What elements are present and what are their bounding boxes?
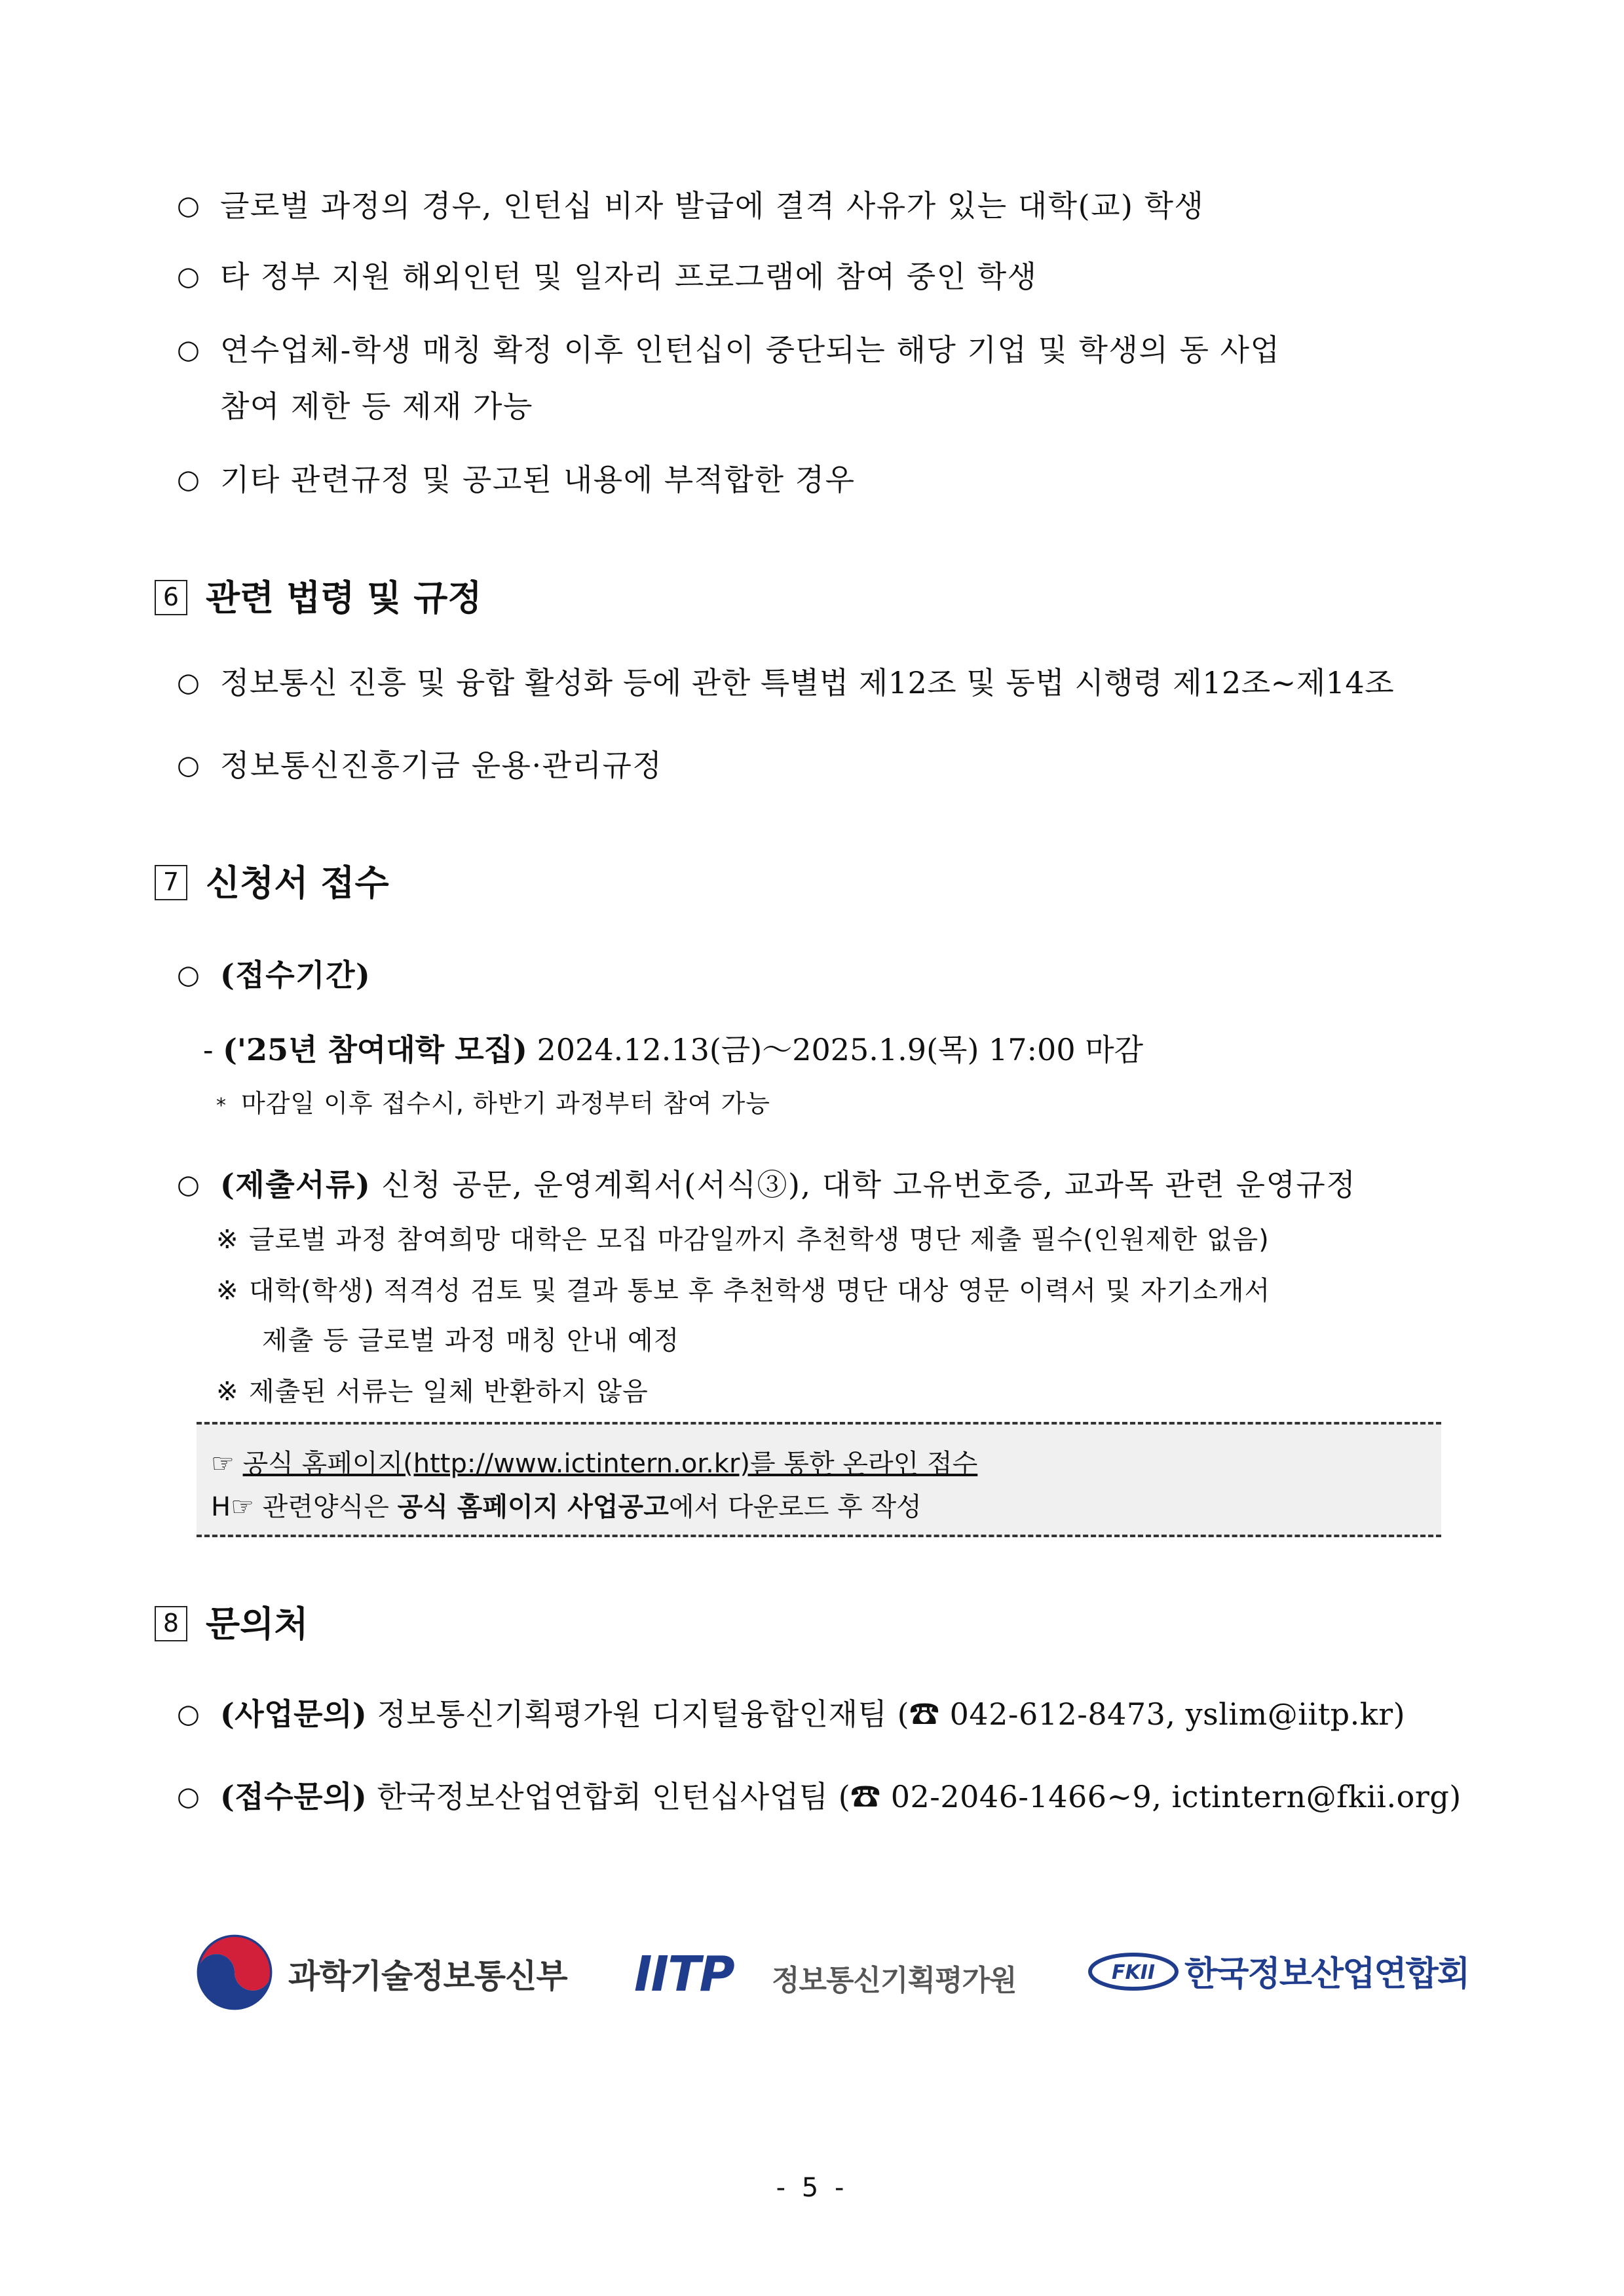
section-number: 7 (155, 865, 187, 900)
period-sub-label: ('25년 참여대학 모집) (223, 1032, 527, 1067)
period-label: (접수기간) (220, 957, 371, 993)
docs-line (220, 1157, 1356, 1212)
section-7-heading (155, 855, 389, 906)
ref-mark: ※ (216, 1276, 239, 1306)
bullet-marker: ○ (177, 335, 200, 365)
bullet-text: 글로벌 과정의 경우, 인턴십 비자 발급에 결격 사유가 있는 대학(교) 학생 (220, 188, 1205, 223)
bullet-marker: ○ (177, 191, 200, 221)
fkii-logo-icon (1087, 1949, 1179, 1995)
online-submission-box (197, 1422, 1441, 1537)
contact-line (220, 1687, 1405, 1742)
section-number: 8 (155, 1606, 187, 1641)
docs-text: 신청 공문, 운영계획서(서식③), 대학 고유번호증, 교과목 관련 운영규정 (381, 1167, 1357, 1202)
fkii-logo-mark: FKII (1111, 1961, 1156, 1984)
docs-note-text: 글로벌 과정 참여희망 대학은 모집 마감일까지 추천학생 명단 제출 필수(인원제한 없음) (249, 1225, 1270, 1255)
box-line-2 (211, 1486, 922, 1523)
iitp-logo-mark: IITP (634, 1946, 734, 2002)
contact-text: 한국정보산업연합회 인턴십사업팀 (☎ 02-2046-1466~9, ictintern@fkii.org) (377, 1779, 1462, 1814)
section-title: 신청서 접수 (206, 862, 389, 904)
bullet-text: 연수업체-학생 매칭 확정 이후 인턴십이 중단되는 해당 기업 및 학생의 동 사업 (220, 332, 1281, 368)
period-note-text: 마감일 이후 접수시, 하반기 과정부터 참여 가능 (241, 1089, 771, 1118)
iitp-logo-text: 정보통신기획평가원 (772, 1964, 1017, 1997)
bullet-marker: ○ (177, 960, 200, 990)
pointing-hand-icon: H☞ (211, 1492, 254, 1522)
fkii-logo-text: 한국정보산업연합회 (1184, 1955, 1469, 1994)
bullet-marker: ○ (177, 1782, 200, 1812)
box-line-2-post: 에서 다운로드 후 작성 (668, 1492, 922, 1522)
docs-label: (제출서류) (220, 1167, 371, 1202)
bullet-sanction-cont: 참여 제한 등 제재 가능 (220, 389, 533, 424)
pointing-hand-icon: ☞ (211, 1449, 235, 1479)
page-number: - 5 - (776, 2173, 848, 2203)
online-submission-link[interactable]: 공식 홈페이지(http://www.ictintern.or.kr)를 통한 온라인 접수 (242, 1449, 978, 1479)
msit-logo-text: 과학기술정보통신부 (288, 1957, 567, 1995)
bullet-text: 기타 관련규정 및 공고된 내용에 부적합한 경우 (220, 462, 856, 497)
bullet-text: 정보통신 진흥 및 융합 활성화 등에 관한 특별법 제12조 및 동법 시행령 제12조~제14조 (220, 665, 1395, 700)
docs-note-text: 대학(학생) 적격성 검토 및 결과 통보 후 추천학생 명단 대상 영문 이력서 및 자기소개서 (249, 1276, 1271, 1306)
bullet-marker: ○ (177, 261, 200, 292)
box-line-2-bold: 공식 홈페이지 사업공고 (397, 1492, 669, 1522)
box-line-2-pre: 관련양식은 (262, 1492, 389, 1522)
period-sub-text: 2024.12.13(금)～2025.1.9(목) 17:00 마감 (537, 1032, 1144, 1067)
bullet-text: 타 정부 지원 해외인턴 및 일자리 프로그램에 참여 중인 학생 (220, 259, 1038, 294)
msit-emblem-icon (197, 1934, 273, 2010)
asterisk-marker: * (216, 1094, 227, 1117)
logo-bar (0, 1926, 1624, 2025)
bullet-marker: ○ (177, 668, 200, 698)
bullet-marker: ○ (177, 750, 200, 780)
bullet-marker: ○ (177, 1170, 200, 1200)
contact-line (220, 1769, 1462, 1824)
contact-text: 정보통신기획평가원 디지털융합인재팀 (☎ 042-612-8473, yslim@iitp.kr) (377, 1696, 1406, 1732)
docs-note-3 (216, 1372, 649, 1411)
bullet-text: 정보통신진흥기금 운용·관리규정 (220, 748, 663, 783)
ref-mark: ※ (216, 1377, 239, 1407)
box-line-1 (211, 1443, 977, 1480)
docs-note-2 (216, 1271, 1270, 1311)
section-title: 관련 법령 및 규정 (206, 577, 482, 619)
ref-mark: ※ (216, 1225, 239, 1255)
section-8-heading (155, 1596, 309, 1647)
period-detail (203, 1022, 1143, 1077)
bullet-marker: ○ (177, 465, 200, 495)
bullet-marker: ○ (177, 1699, 200, 1729)
docs-note-2-cont: 제출 등 글로벌 과정 매칭 안내 예정 (262, 1326, 680, 1356)
section-6-heading (155, 570, 482, 621)
docs-note-1 (216, 1220, 1270, 1259)
section-number: 6 (155, 580, 187, 615)
contact-label: (접수문의) (220, 1779, 368, 1814)
contact-label: (사업문의) (220, 1696, 368, 1732)
period-note (216, 1084, 770, 1126)
docs-note-text: 제출된 서류는 일체 반환하지 않음 (249, 1377, 649, 1407)
section-title: 문의처 (206, 1603, 309, 1645)
dash-marker: - (203, 1032, 214, 1067)
